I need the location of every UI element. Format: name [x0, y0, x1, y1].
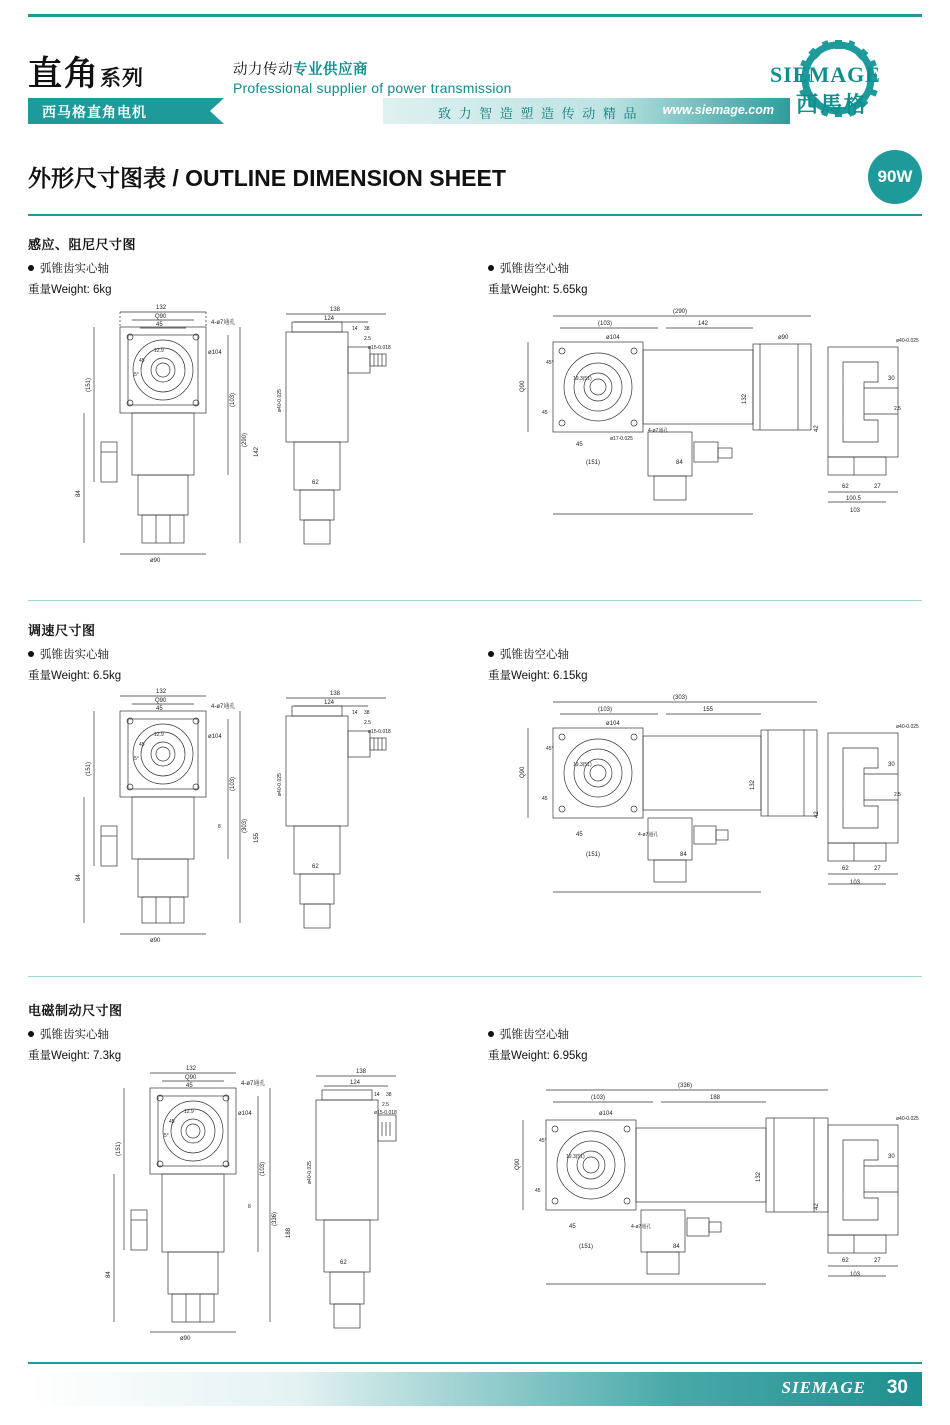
bullet-dot-icon — [28, 651, 34, 657]
title-rule — [28, 214, 922, 216]
section-divider — [28, 976, 922, 977]
svg-text:(103): (103) — [598, 321, 613, 327]
svg-text:30: 30 — [888, 1154, 895, 1160]
section-heading: 调速尺寸图 — [28, 623, 96, 638]
page-footer — [28, 1372, 922, 1406]
svg-text:62: 62 — [842, 1258, 849, 1264]
svg-text:Q90: Q90 — [515, 1158, 521, 1170]
shaft-type-text: 弧锥齿空心轴 — [500, 263, 569, 275]
svg-text:84: 84 — [76, 874, 82, 881]
footer-logo: SIEMAGE — [781, 1378, 866, 1397]
svg-text:(290): (290) — [673, 309, 688, 315]
top-rule — [28, 14, 922, 17]
svg-text:ø104: ø104 — [208, 734, 222, 740]
company-logo — [732, 40, 922, 126]
dimension-drawing-solid-shaft — [68, 678, 398, 948]
svg-text:(151): (151) — [579, 1244, 594, 1250]
svg-text:(103): (103) — [598, 707, 613, 713]
svg-text:ø104: ø104 — [238, 1111, 252, 1117]
svg-text:132: 132 — [742, 393, 748, 404]
svg-text:100.5: 100.5 — [846, 496, 862, 502]
svg-text:27: 27 — [874, 866, 881, 872]
svg-text:62: 62 — [842, 866, 849, 872]
svg-text:2.5: 2.5 — [364, 720, 371, 726]
svg-text:30: 30 — [888, 762, 895, 768]
brand-bar — [28, 98, 210, 124]
svg-text:19.3(51): 19.3(51) — [566, 1154, 585, 1160]
page-header — [28, 36, 922, 136]
svg-text:155: 155 — [703, 707, 714, 713]
bullet-dot-icon — [488, 1031, 494, 1037]
brand-title-series: 系列 — [100, 66, 144, 90]
svg-text:45: 45 — [576, 442, 583, 448]
svg-text:ø15-0.018: ø15-0.018 — [374, 1110, 397, 1116]
svg-text:ø40-0.025: ø40-0.025 — [277, 389, 283, 412]
svg-text:Q90: Q90 — [155, 698, 167, 704]
svg-text:Q90: Q90 — [520, 380, 526, 392]
svg-text:27: 27 — [874, 484, 881, 490]
svg-text:124: 124 — [324, 700, 335, 706]
svg-text:ø40-0.025: ø40-0.025 — [277, 773, 283, 796]
svg-text:45: 45 — [139, 358, 145, 364]
svg-text:ø17-0.025: ø17-0.025 — [610, 436, 633, 442]
svg-text:4-ø7通孔: 4-ø7通孔 — [241, 1081, 266, 1087]
svg-text:62: 62 — [312, 864, 319, 870]
svg-text:(151): (151) — [586, 852, 601, 858]
svg-text:4-ø7通孔: 4-ø7通孔 — [638, 832, 659, 838]
svg-text:45: 45 — [542, 410, 548, 416]
shaft-type-text: 弧锥齿实心轴 — [40, 263, 109, 275]
svg-text:4-ø7通孔: 4-ø7通孔 — [631, 1224, 652, 1230]
svg-text:188: 188 — [286, 1227, 292, 1238]
svg-text:4-ø7通孔: 4-ø7通孔 — [211, 320, 236, 326]
svg-text:45°: 45° — [546, 746, 554, 752]
svg-text:84: 84 — [680, 852, 687, 858]
svg-text:5°: 5° — [134, 756, 139, 762]
section-induction-damping — [28, 234, 922, 564]
bullet-dot-icon — [488, 651, 494, 657]
svg-text:ø40-0.025: ø40-0.025 — [896, 1116, 919, 1122]
svg-text:ø40-0.025: ø40-0.025 — [896, 724, 919, 730]
svg-text:Q90: Q90 — [520, 766, 526, 778]
svg-text:30: 30 — [888, 376, 895, 382]
dimension-drawing-hollow-shaft — [498, 678, 928, 948]
shaft-type-label — [28, 1026, 121, 1042]
svg-text:(303): (303) — [242, 818, 248, 833]
dimension-drawing-solid-shaft — [68, 1058, 398, 1348]
svg-text:Q90: Q90 — [185, 1075, 197, 1081]
bullet-dot-icon — [28, 1031, 34, 1037]
svg-text:4-ø7通孔: 4-ø7通孔 — [648, 428, 669, 434]
svg-text:84: 84 — [106, 1271, 112, 1278]
svg-text:42: 42 — [814, 425, 820, 432]
svg-text:ø40-0.025: ø40-0.025 — [896, 338, 919, 344]
section-divider — [28, 600, 922, 601]
svg-text:124: 124 — [350, 1080, 361, 1086]
logo-text-cn: 西馬格 — [796, 92, 869, 117]
svg-text:84: 84 — [676, 460, 683, 466]
svg-text:45: 45 — [542, 796, 548, 802]
svg-text:14: 14 — [352, 326, 358, 332]
svg-text:ø90: ø90 — [778, 335, 789, 341]
svg-text:45: 45 — [156, 706, 163, 712]
brand-bar-label: 西马格直角电机 — [42, 104, 147, 120]
svg-text:45: 45 — [139, 742, 145, 748]
header-sub-strip — [383, 98, 790, 124]
svg-text:8: 8 — [218, 824, 221, 830]
svg-text:8: 8 — [248, 1204, 251, 1210]
svg-text:5°: 5° — [164, 1133, 169, 1139]
svg-text:45: 45 — [576, 832, 583, 838]
dimension-drawing-hollow-shaft — [498, 292, 928, 582]
slogan-cn — [233, 58, 368, 79]
svg-text:62: 62 — [842, 484, 849, 490]
brand-title — [28, 46, 144, 95]
svg-text:(336): (336) — [272, 1211, 278, 1226]
svg-text:ø104: ø104 — [208, 350, 222, 356]
svg-text:84: 84 — [76, 490, 82, 497]
svg-text:62: 62 — [312, 480, 319, 486]
svg-text:14: 14 — [352, 710, 358, 716]
svg-text:(290): (290) — [242, 432, 248, 447]
svg-text:ø40-0.025: ø40-0.025 — [307, 1161, 313, 1184]
shaft-type-text: 弧锥齿空心轴 — [500, 1029, 569, 1041]
page-number: 30 — [886, 1377, 908, 1398]
svg-text:(303): (303) — [673, 695, 688, 701]
bullet-dot-icon — [488, 265, 494, 271]
page-title-wrap — [28, 160, 922, 193]
svg-text:142: 142 — [254, 446, 260, 457]
svg-text:132: 132 — [156, 305, 167, 311]
shaft-type-label — [488, 260, 588, 276]
svg-text:45: 45 — [156, 322, 163, 328]
svg-text:45: 45 — [186, 1083, 193, 1089]
svg-text:12.9: 12.9 — [154, 348, 164, 354]
power-badge: 90W — [868, 150, 922, 204]
svg-text:ø104: ø104 — [599, 1111, 613, 1117]
section-heading: 电磁制动尺寸图 — [28, 1003, 123, 1018]
svg-text:4-ø7通孔: 4-ø7通孔 — [211, 704, 236, 710]
svg-text:ø104: ø104 — [606, 721, 620, 727]
svg-text:142: 142 — [698, 321, 709, 327]
sub-strip-slogan: 致 力 智 造 塑 造 传 动 精 品 — [438, 106, 639, 121]
svg-text:132: 132 — [756, 1171, 762, 1182]
svg-text:ø90: ø90 — [150, 558, 161, 564]
section-electromagnetic-brake — [28, 1000, 922, 1342]
svg-text:Q90: Q90 — [155, 314, 167, 320]
svg-text:38: 38 — [364, 326, 370, 332]
brand-bar-tail — [210, 98, 224, 124]
svg-text:(151): (151) — [86, 761, 92, 776]
svg-text:38: 38 — [386, 1092, 392, 1098]
dimension-drawing-solid-shaft — [68, 292, 398, 582]
weight-label: 重量Weight: 5.65kg — [488, 284, 588, 296]
shaft-type-label — [28, 260, 112, 276]
svg-text:(103): (103) — [230, 776, 236, 791]
shaft-type-text: 弧锥齿空心轴 — [500, 649, 569, 661]
svg-text:155: 155 — [254, 832, 260, 843]
svg-text:ø15-0.018: ø15-0.018 — [368, 345, 391, 351]
section-speed-control — [28, 620, 922, 944]
page-title: 外形尺寸图表 / OUTLINE DIMENSION SHEET — [28, 165, 506, 191]
section-heading: 感应、阻尼尺寸图 — [28, 237, 137, 252]
svg-text:(103): (103) — [230, 392, 236, 407]
svg-text:138: 138 — [330, 307, 341, 313]
website-link[interactable]: www.siemage.com — [662, 103, 774, 117]
svg-text:2.5: 2.5 — [382, 1102, 389, 1108]
svg-text:138: 138 — [330, 691, 341, 697]
svg-text:19.3(51): 19.3(51) — [573, 762, 592, 768]
svg-text:(151): (151) — [86, 377, 92, 392]
weight-label: 重量Weight: 6kg — [28, 284, 112, 296]
slogan-en: Professional supplier of power transmission — [233, 80, 512, 96]
svg-text:12.9: 12.9 — [154, 732, 164, 738]
svg-text:19.3(51): 19.3(51) — [573, 376, 592, 382]
svg-text:38: 38 — [364, 710, 370, 716]
svg-text:ø90: ø90 — [150, 938, 161, 944]
svg-text:2.5: 2.5 — [364, 336, 371, 342]
dimension-drawing-hollow-shaft — [498, 1058, 928, 1348]
shaft-type-label — [488, 646, 588, 662]
brand-title-main: 直角 — [28, 56, 100, 93]
svg-text:ø104: ø104 — [606, 335, 620, 341]
svg-text:45°: 45° — [539, 1138, 547, 1144]
shaft-type-label — [28, 646, 121, 662]
weight-label: 重量Weight: 6.95kg — [488, 1050, 588, 1062]
bullet-dot-icon — [28, 265, 34, 271]
slogan-cn-part2: 专业供应商 — [293, 62, 368, 78]
shaft-type-text: 弧锥齿实心轴 — [40, 1029, 109, 1041]
svg-text:45: 45 — [569, 1224, 576, 1230]
svg-text:132: 132 — [750, 779, 756, 790]
svg-text:62: 62 — [340, 1260, 347, 1266]
svg-text:132: 132 — [156, 689, 167, 695]
svg-text:12.9: 12.9 — [184, 1109, 194, 1115]
svg-text:27: 27 — [874, 1258, 881, 1264]
svg-text:ø90: ø90 — [180, 1336, 191, 1342]
weight-label: 重量Weight: 6.15kg — [488, 670, 588, 682]
weight-label: 重量Weight: 7.3kg — [28, 1050, 122, 1062]
svg-text:5°: 5° — [134, 372, 139, 378]
weight-label: 重量Weight: 6.5kg — [28, 670, 122, 682]
svg-text:45°: 45° — [546, 360, 554, 366]
slogan-cn-part1: 动力传动 — [233, 62, 293, 78]
svg-text:14: 14 — [374, 1092, 380, 1098]
svg-text:188: 188 — [710, 1095, 721, 1101]
svg-text:45: 45 — [535, 1188, 541, 1194]
svg-text:138: 138 — [356, 1069, 367, 1075]
svg-text:(103): (103) — [591, 1095, 606, 1101]
svg-text:103: 103 — [850, 508, 861, 514]
svg-text:2.5: 2.5 — [894, 792, 901, 798]
svg-text:(151): (151) — [116, 1141, 122, 1156]
shaft-type-label — [488, 1026, 588, 1042]
svg-text:132: 132 — [186, 1066, 197, 1072]
svg-text:42: 42 — [814, 811, 820, 818]
svg-text:ø15-0.018: ø15-0.018 — [368, 729, 391, 735]
svg-text:2.5: 2.5 — [894, 406, 901, 412]
footer-rule — [28, 1362, 922, 1364]
svg-text:84: 84 — [673, 1244, 680, 1250]
svg-text:45: 45 — [169, 1119, 175, 1125]
svg-text:(336): (336) — [678, 1083, 693, 1089]
svg-text:103: 103 — [850, 880, 861, 886]
svg-text:(103): (103) — [260, 1161, 266, 1176]
svg-text:124: 124 — [324, 316, 335, 322]
logo-text-en: SIEMAGE — [770, 62, 881, 87]
svg-text:103: 103 — [850, 1272, 861, 1278]
shaft-type-text: 弧锥齿实心轴 — [40, 649, 109, 661]
svg-text:(151): (151) — [586, 460, 601, 466]
svg-text:42: 42 — [814, 1203, 820, 1210]
